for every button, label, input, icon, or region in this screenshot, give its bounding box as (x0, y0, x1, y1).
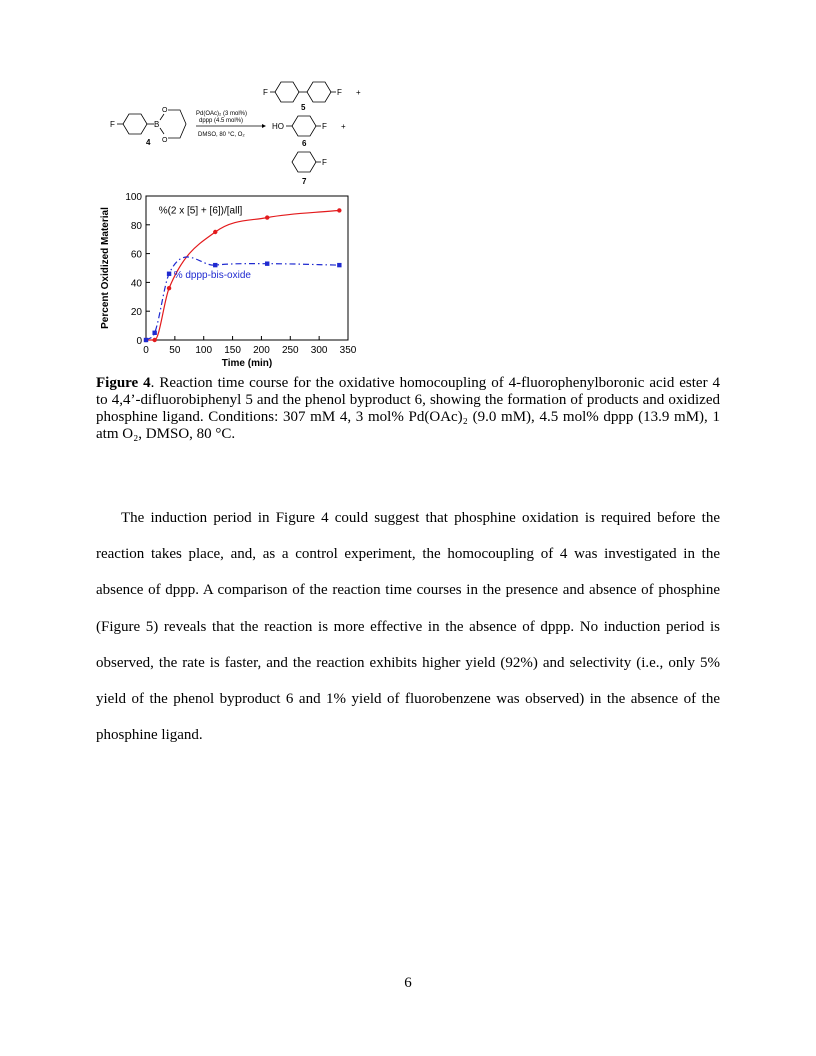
figure-caption (96, 375, 720, 443)
x-tick-label: 250 (281, 345, 299, 356)
scheme-atom-O: O (162, 107, 168, 114)
y-tick-label: 20 (130, 307, 142, 319)
scheme-atom-F: F (337, 88, 342, 97)
body-paragraph: The induction period in Figure 4 could suggest that phosphine oxidation is required before the reaction takes place, and, as a control experiment, the homocoupling of 4 was investigated in the absence of dppp. A comparison of the reaction time courses in the presence and absence of phosphine (Figure 5) reveals that the reaction is more effective in the absence of dppp. No induction period is observed, the rate is faster, and the reaction exhibits higher yield (92%) and selectivity (i.e., only 5% yield of the phenol byproduct 6 and 1% yield of fluorobenzene was observed) in the absence of the phosphine ligand. (96, 510, 720, 744)
y-tick-label: 60 (130, 249, 142, 261)
data-point-dppp-bis-oxide (167, 272, 171, 276)
x-tick-label: 150 (224, 345, 241, 356)
benzene-ring (123, 114, 147, 134)
reaction-scheme (100, 78, 380, 188)
compound-5-label: 5 (301, 103, 306, 112)
y-axis-label: Percent Oxidized Material (100, 207, 111, 329)
data-point-dppp-bis-oxide (265, 261, 269, 265)
data-point-oxidized-products (213, 230, 217, 234)
plot-frame (146, 196, 348, 340)
page-number: 6 (404, 975, 412, 991)
data-point-dppp-bis-oxide (144, 338, 148, 342)
x-tick-label: 50 (169, 345, 181, 356)
x-tick-label: 300 (310, 345, 328, 356)
conditions-line-2: dppp (4.5 mol%) (199, 118, 244, 124)
scheme-atom-F: F (322, 158, 327, 167)
scheme-group-HO: HO (272, 122, 284, 131)
data-point-dppp-bis-oxide (152, 331, 156, 335)
plus-sign: + (341, 122, 346, 131)
plus-sign: + (356, 88, 361, 97)
x-tick-label: 350 (339, 345, 357, 356)
x-tick-label: 100 (195, 345, 213, 356)
y-tick-label: 0 (136, 336, 142, 347)
scheme-atom-F: F (263, 88, 268, 97)
annotation-oxidized-products: %(2 x [5] + [6])/[all] (158, 205, 243, 217)
x-axis-ticks (143, 336, 357, 356)
data-point-oxidized-products (167, 286, 171, 290)
annotation-dppp-bis-oxide: % dppp-bis-oxide (173, 270, 251, 282)
data-point-oxidized-products (337, 208, 341, 212)
scheme-atom-B: B (154, 120, 160, 129)
y-tick-label: 100 (125, 192, 142, 203)
compound-6-label: 6 (302, 139, 307, 148)
scheme-atom-F: F (322, 122, 327, 131)
data-point-dppp-bis-oxide (337, 263, 341, 267)
compound-4-label: 4 (146, 138, 151, 147)
figure-label: Figure 4 (96, 375, 151, 391)
data-point-oxidized-products (265, 215, 269, 219)
conditions-line-3: DMSO, 80 °C, O₂ (198, 132, 245, 138)
conditions-line-1: Pd(OAc)₂ (3 mol%) (196, 111, 248, 117)
scheme-atom-F: F (110, 120, 115, 129)
x-axis-label: Time (min) (221, 358, 273, 369)
time-course-chart (96, 186, 376, 370)
y-tick-label: 40 (130, 278, 142, 290)
plot-border (146, 196, 348, 340)
caption-text: . Reaction time course for the oxidative homocoupling of 4-fluorophenylboronic acid ester 4 to 4,4’-difluorobiphenyl 5 and the phenol byproduct 6, showing the formation of products and oxidized phosphine ligand. Conditions: 307 mM 4, 3 mol% Pd(OAc)₂ (9.0 mM), 4.5 mol% dppp (13.9 mM), 1 atm O₂, DMSO, 80 °C. (96, 375, 721, 442)
data-point-oxidized-products (152, 338, 156, 342)
compound-7-label: 7 (302, 177, 307, 186)
x-tick-label: 0 (143, 345, 149, 356)
y-tick-label: 80 (130, 220, 142, 232)
data-point-dppp-bis-oxide (213, 263, 217, 267)
x-tick-label: 200 (253, 345, 270, 356)
scheme-atom-O: O (162, 137, 168, 144)
